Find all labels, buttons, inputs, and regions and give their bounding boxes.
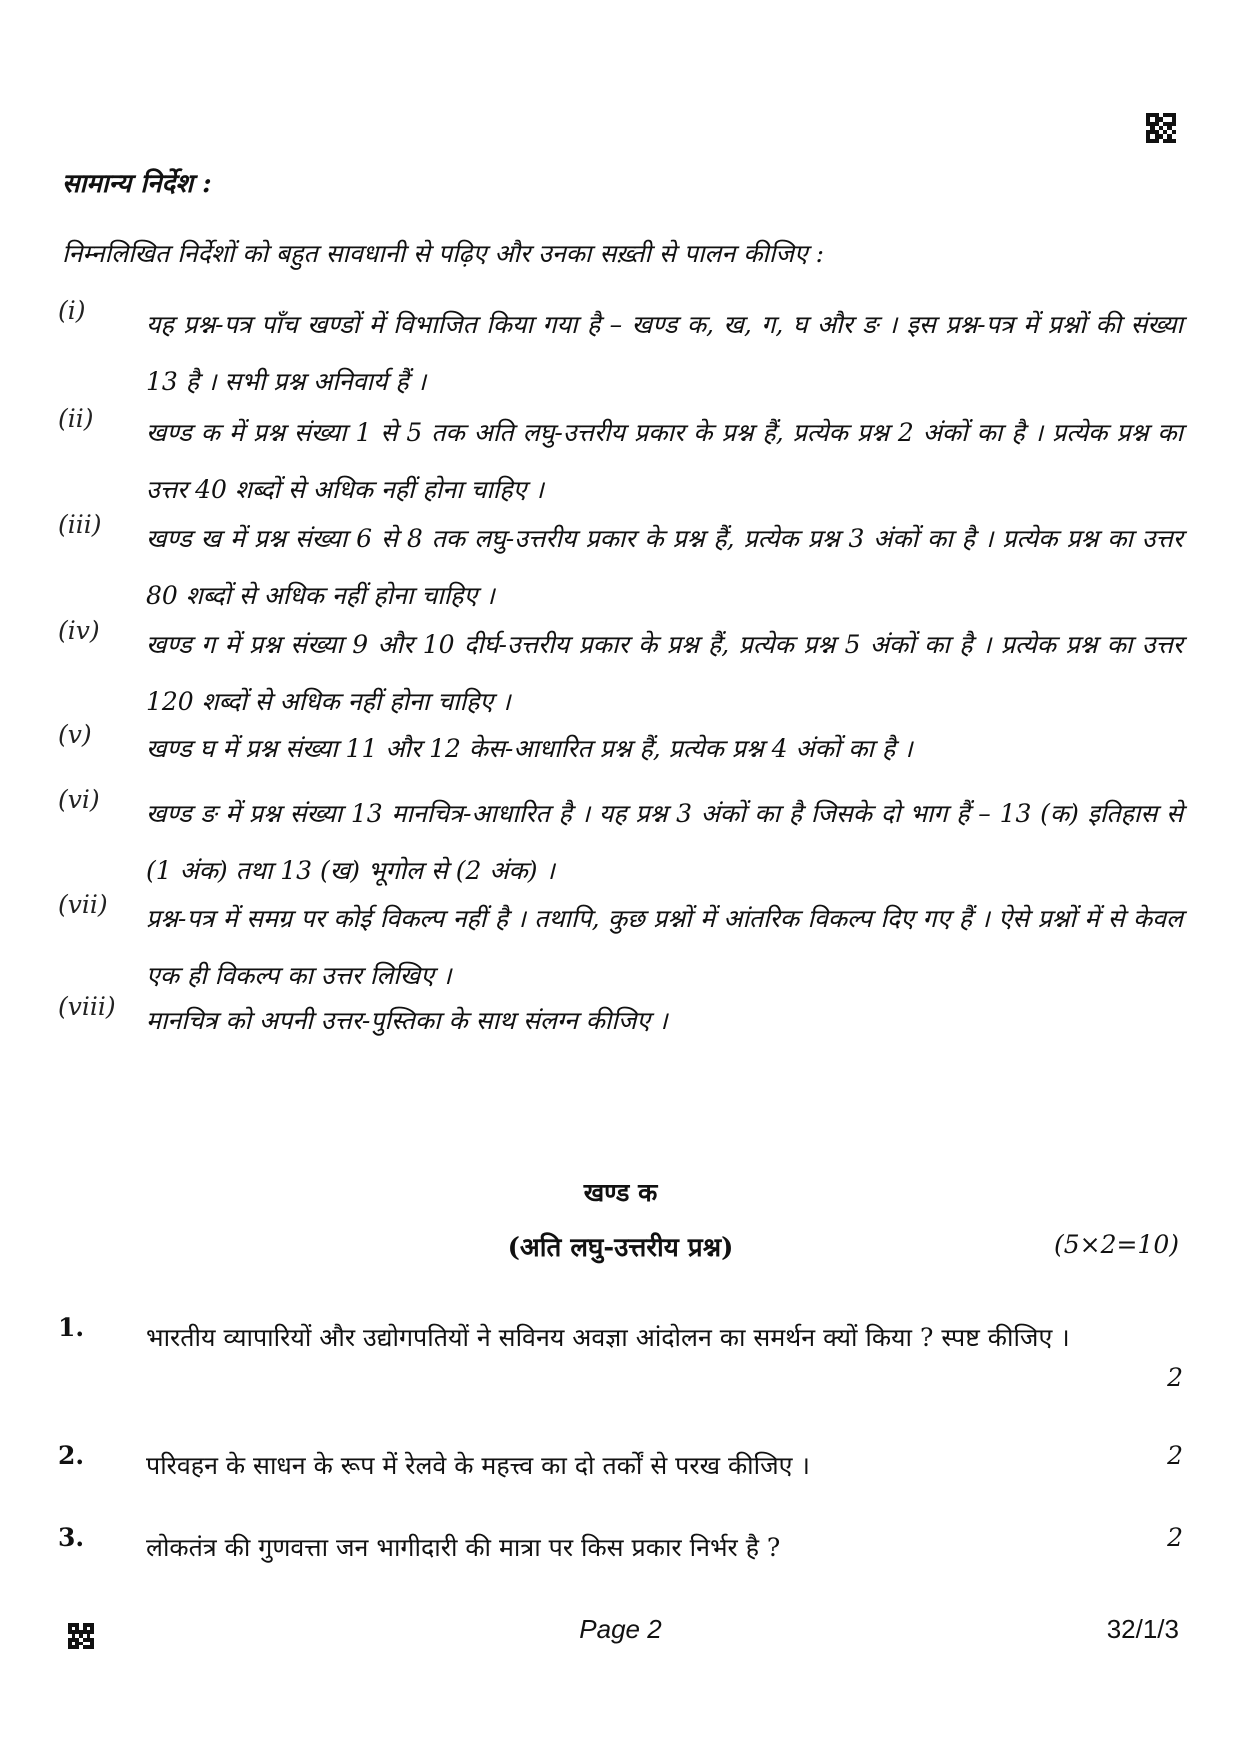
paper-code: 32/1/3 [1106,1614,1179,1644]
question-marks: 2 [1167,1441,1183,1470]
instruction-number: (v) [58,720,92,749]
section-subtitle: (अति लघु-उत्तरीय प्रश्न) [507,1233,734,1263]
instruction-text: खण्ड क में प्रश्न संख्या 1 से 5 तक अति लघु-उत्तरीय प्रकार के प्रश्न हैं, प्रत्येक प्रश्न 2 अंकों का है । प्रत्येक प्रश्न का उत्तर 40 शब्दों से अधिक नहीं होना चाहिए । [146,418,1183,504]
instruction-number: (ii) [58,404,94,433]
question-text: लोकतंत्र की गुणवत्ता जन भागीदारी की मात्रा पर किस प्रकार निर्भर है ? [146,1533,781,1562]
page-number: Page 2 [579,1614,662,1644]
question-number: 3. [58,1523,85,1552]
instruction-text: खण्ड घ में प्रश्न संख्या 11 और 12 केस-आधारित प्रश्न हैं, प्रत्येक प्रश्न 4 अंकों का है । [146,734,913,763]
general-instructions-heading: सामान्य निर्देश : [62,169,212,199]
question-number: 2. [58,1441,85,1470]
instruction-number: (viii) [58,992,116,1021]
question-text: भारतीय व्यापारियों और उद्योगपतियों ने सविनय अवज्ञा आंदोलन का समर्थन क्यों किया ? स्पष्ट कीजिए । [146,1323,1070,1352]
instruction-number: (vii) [58,890,108,919]
instruction-number: (vi) [58,785,100,814]
instruction-text: मानचित्र को अपनी उत्तर-पुस्तिका के साथ संलग्न कीजिए । [146,1006,668,1035]
qr-code-icon [1146,113,1176,143]
question-marks: 2 [1167,1523,1183,1552]
instruction-number: (i) [58,296,86,325]
question-text: परिवहन के साधन के रूप में रेलवे के महत्त्व का दो तर्कों से परख कीजिए । [146,1451,810,1480]
question-marks: 2 [1167,1363,1183,1392]
question-number: 1. [58,1313,85,1342]
section-marks: (5×2=10) [1053,1230,1179,1259]
instruction-text: यह प्रश्न-पत्र पाँच खण्डों में विभाजित किया गया है – खण्ड क, ख, ग, घ और ङ । इस प्रश्न-पत्र में प्रश्नों की संख्या 13 है । सभी प्रश्न अनिवार्य हैं । [146,310,1183,396]
instruction-number: (iii) [58,510,102,539]
instruction-number: (iv) [58,616,100,645]
instruction-text: प्रश्न-पत्र में समग्र पर कोई विकल्प नहीं है । तथापि, कुछ प्रश्नों में आंतरिक विकल्प दिए गए हैं । ऐसे प्रश्नों में से केवल एक ही विकल्प का उत्तर लिखिए । [146,904,1183,990]
section-title: खण्ड क [583,1178,658,1207]
instruction-text: खण्ड ङ में प्रश्न संख्या 13 मानचित्र-आधारित है । यह प्रश्न 3 अंकों का है जिसके दो भाग हैं – 13 (क) इतिहास से (1 अंक) तथा 13 (ख) भूगोल से (2 अंक) । [146,799,1183,885]
instruction-text: खण्ड ग में प्रश्न संख्या 9 और 10 दीर्घ-उत्तरीय प्रकार के प्रश्न हैं, प्रत्येक प्रश्न 5 अंकों का है । प्रत्येक प्रश्न का उत्तर 120 शब्दों से अधिक नहीं होना चाहिए । [146,630,1183,716]
instructions-intro: निम्नलिखित निर्देशों को बहुत सावधानी से पढ़िए और उनका सख़्ती से पालन कीजिए : [62,239,825,268]
instruction-text: खण्ड ख में प्रश्न संख्या 6 से 8 तक लघु-उत्तरीय प्रकार के प्रश्न हैं, प्रत्येक प्रश्न 3 अंकों का है । प्रत्येक प्रश्न का उत्तर 80 शब्दों से अधिक नहीं होना चाहिए । [146,524,1183,610]
